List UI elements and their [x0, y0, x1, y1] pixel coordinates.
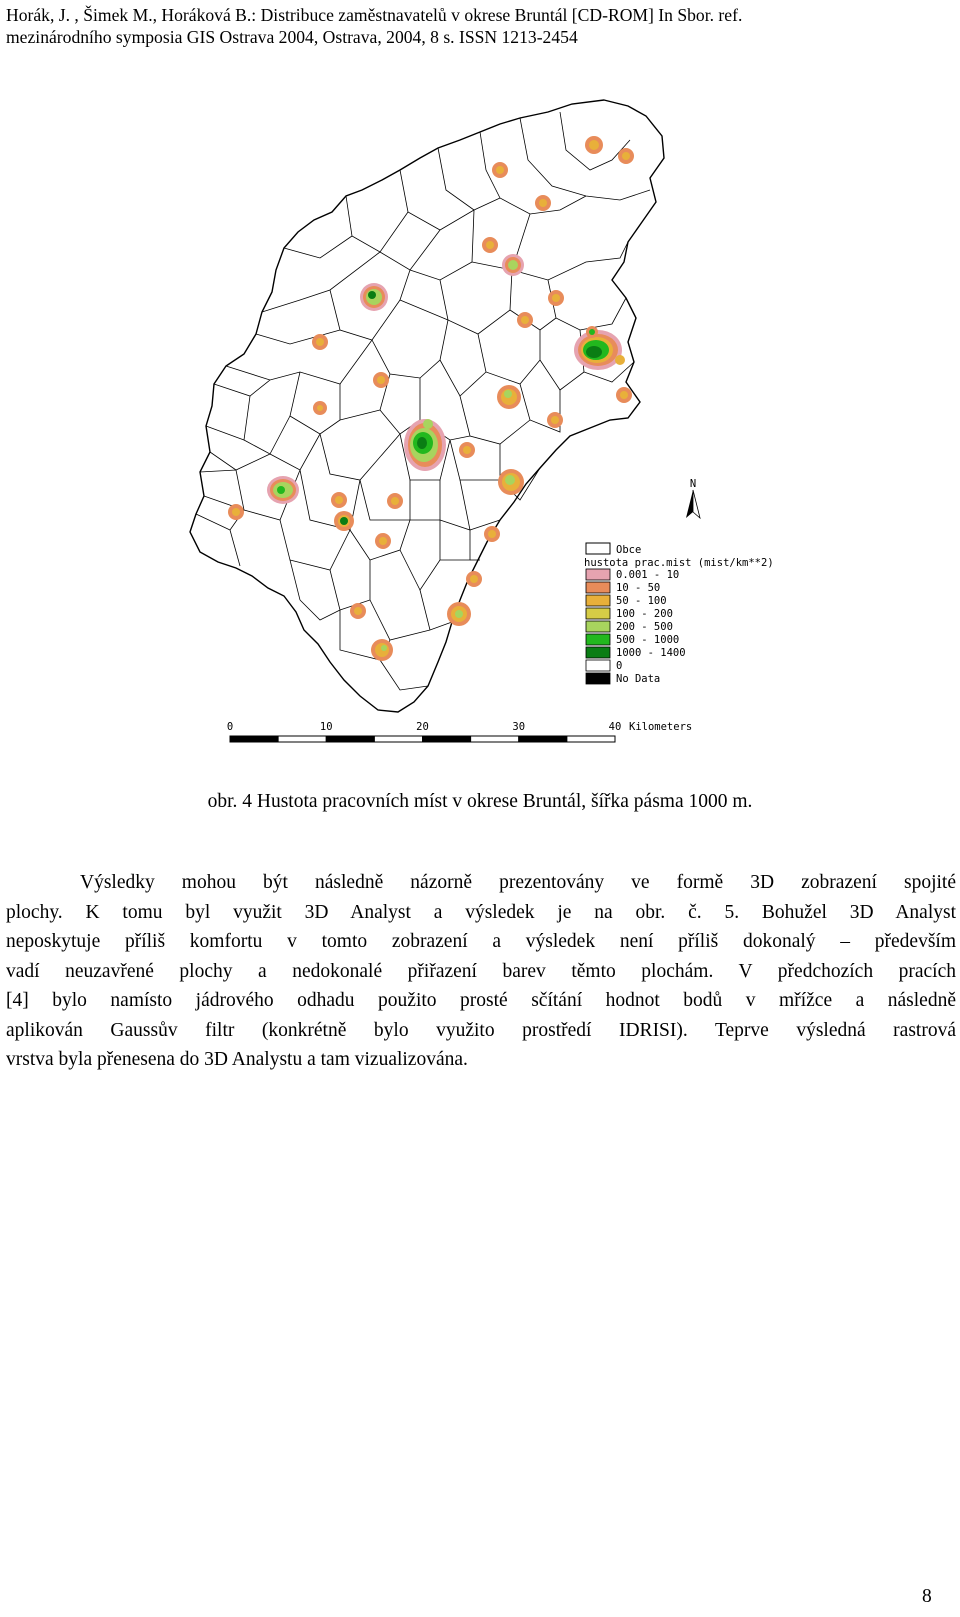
legend-swatch — [586, 673, 610, 684]
legend-swatch — [586, 595, 610, 606]
legend-swatch — [586, 660, 610, 671]
scale-segment — [471, 736, 519, 742]
scale-tick-label: 40 — [608, 721, 622, 733]
paragraph-line: vadí neuzavřené plochy a nedokonalé přiřazení barev těmto plochám. V předchozích pracích — [6, 960, 956, 982]
hotspot — [371, 639, 393, 661]
hotspot — [459, 442, 475, 458]
scale-tick-label: 0 — [226, 721, 234, 733]
scale-segment — [567, 736, 615, 742]
hotspot — [535, 195, 551, 211]
hotspot — [498, 469, 524, 495]
hotspot — [492, 162, 508, 178]
hotspot — [548, 290, 564, 306]
legend-swatch — [586, 634, 610, 645]
scale-bar — [227, 721, 692, 742]
legend-class-label: 0 — [616, 660, 623, 672]
scale-segment — [374, 736, 422, 742]
hotspot — [616, 387, 632, 403]
legend-obce-swatch — [586, 543, 610, 554]
legend-class-label: No Data — [616, 673, 661, 685]
scale-segment — [278, 736, 326, 742]
legend-swatch — [586, 608, 610, 619]
hotspot — [517, 312, 533, 328]
paragraph-line: [4] bylo namísto jádrového odhadu použito prosté sčítání hodnot bodů v mřížce a následně — [6, 990, 956, 1011]
hotspot — [331, 492, 347, 508]
legend-class-label: 10 - 50 — [616, 582, 661, 594]
scale-tick-label: 20 — [416, 721, 429, 733]
legend-class-label: 200 - 500 — [616, 621, 673, 633]
north-arrow — [686, 478, 700, 518]
paragraph-line: vrstva byla přenesena do 3D Analystu a tam vizualizována. — [6, 1049, 468, 1070]
citation-line-2: mezinárodního symposia GIS Ostrava 2004, Ostrava, 2004, 8 s. ISSN 1213-2454 — [6, 27, 578, 47]
scale-tick-label: 10 — [319, 721, 333, 733]
hotspot — [466, 571, 482, 587]
hotspot — [447, 602, 471, 626]
scale-segment — [326, 736, 374, 742]
legend-class-label: 1000 - 1400 — [616, 647, 686, 659]
hotspot — [360, 283, 388, 311]
hotspot — [497, 385, 521, 409]
north-label: N — [689, 478, 697, 490]
density-map-figure — [0, 0, 960, 780]
hotspot — [484, 526, 500, 542]
legend-class-label: 0.001 - 10 — [616, 569, 680, 581]
legend-class-label: 500 - 1000 — [616, 634, 680, 646]
body-paragraph — [6, 868, 956, 1075]
figure-caption: obr. 4 Hustota pracovních míst v okrese Bruntál, šířka pásma 1000 m. — [207, 791, 753, 812]
hotspot-large — [267, 476, 299, 504]
legend-obce-label: Obce — [616, 544, 642, 556]
hotspot — [228, 504, 244, 520]
hotspot — [312, 334, 328, 350]
legend-swatch — [586, 582, 610, 593]
hotspot — [387, 493, 403, 509]
scale-segment — [423, 736, 471, 742]
scale-segment — [519, 736, 567, 742]
legend-class-label: 50 - 100 — [616, 595, 667, 607]
legend-swatch — [586, 647, 610, 658]
legend-swatch — [586, 569, 610, 580]
hotspot — [313, 401, 327, 415]
scale-tick-label: 30 — [512, 721, 526, 733]
hotspot — [502, 254, 524, 276]
citation-line-1: Horák, J. , Šimek M., Horáková B.: Distribuce zaměstnavatelů v okrese Bruntál [CD-ROM] In Sbor. ref. — [6, 5, 743, 25]
paragraph-line: Výsledky mohou být následně názorně prezentovány ve formě 3D zobrazení spojité — [80, 872, 956, 893]
hotspot — [350, 603, 366, 619]
hotspot — [375, 533, 391, 549]
hotspot — [373, 372, 389, 388]
hotspot — [585, 136, 603, 154]
hotspot — [482, 237, 498, 253]
hotspot — [334, 511, 354, 531]
legend-swatch — [586, 621, 610, 632]
map-legend — [584, 543, 774, 685]
paragraph-line: plochy. K tomu byl využit 3D Analyst a výsledek je na obr. č. 5. Bohužel 3D Analyst — [6, 901, 956, 923]
paragraph-line: neposkytuje příliš komfortu v tomto zobrazení a výsledek není příliš dokonalý – především — [6, 931, 956, 952]
page-number: 8 — [922, 1586, 932, 1607]
hotspot — [547, 412, 563, 428]
hotspot — [618, 148, 634, 164]
hotspot-large — [404, 419, 446, 471]
legend-class-label: 100 - 200 — [616, 608, 673, 620]
legend-title: hustota prac.mist (mist/km**2) — [584, 557, 774, 569]
scale-unit-label: Kilometers — [629, 721, 693, 733]
paragraph-line: aplikován Gaussův filtr (konkrétně bylo využito prostředí IDRISI). Teprve výsledná rastrová — [6, 1019, 956, 1041]
district-outline — [190, 100, 664, 712]
scale-segment — [230, 736, 278, 742]
